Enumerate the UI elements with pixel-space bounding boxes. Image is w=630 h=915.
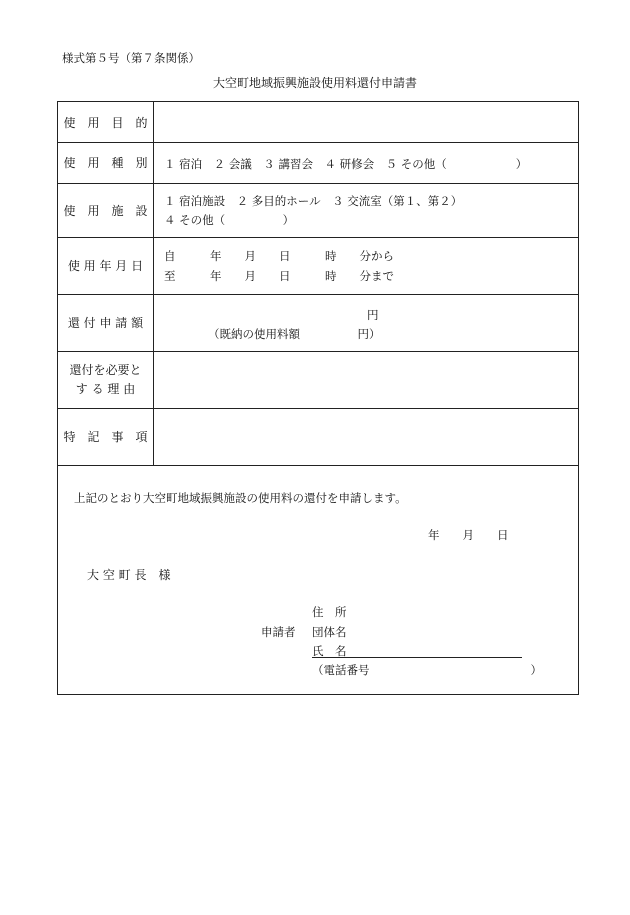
group-label[interactable]: 団体名 [312,625,347,639]
addressee: 大 空 町 長 様 [87,568,171,582]
notes-label: 特 記 事 項 [63,430,148,444]
amount-yen[interactable]: 円 [367,308,379,322]
date-from[interactable]: 自 年 月 日 時 分から [164,249,394,263]
application-form [57,101,579,695]
column-divider [153,102,154,465]
purpose-label: 使 用 目 的 [63,115,148,130]
type-options[interactable]: １ 宿泊 ２ 会議 ３ 講習会 ４ 研修会 ５ その他（ ） [164,157,528,171]
reason-label [58,351,153,408]
address-label[interactable]: 住 所 [312,605,347,619]
applicant-label: 申請者 [261,625,296,639]
declaration-statement: 上記のとおり大空町地域振興施設の使用料の還付を申請します。 [74,491,407,505]
facility-options-line2[interactable]: ４ その他（ ） [164,213,295,227]
application-date[interactable]: 年 月 日 [428,528,509,542]
name-label[interactable]: 氏 名 [312,644,347,658]
amount-label: 還 付 申 請 額 [67,316,144,330]
reason-label-line1: 還付を必要と [69,362,142,377]
facility-label: 使 用 施 設 [63,203,148,218]
name-underline [312,657,522,658]
date-to[interactable]: 至 年 月 日 時 分まで [164,269,394,283]
phone-field[interactable]: （電話番号 ） [312,663,542,677]
facility-options-line1[interactable]: １ 宿泊施設 ２ 多目的ホール ３ 交流室（第１、第２） [164,194,463,208]
paid-amount[interactable]: （既納の使用料額 円） [208,327,381,341]
date-label: 使 用 年 月 日 [67,259,144,273]
row-divider [58,465,578,466]
form-number: 様式第５号（第７条関係） [62,51,200,65]
document-title: 大空町地域振興施設使用料還付申請書 [212,76,417,90]
type-label: 使 用 種 別 [63,156,148,170]
reason-label-line2: す る 理 由 [75,381,136,396]
